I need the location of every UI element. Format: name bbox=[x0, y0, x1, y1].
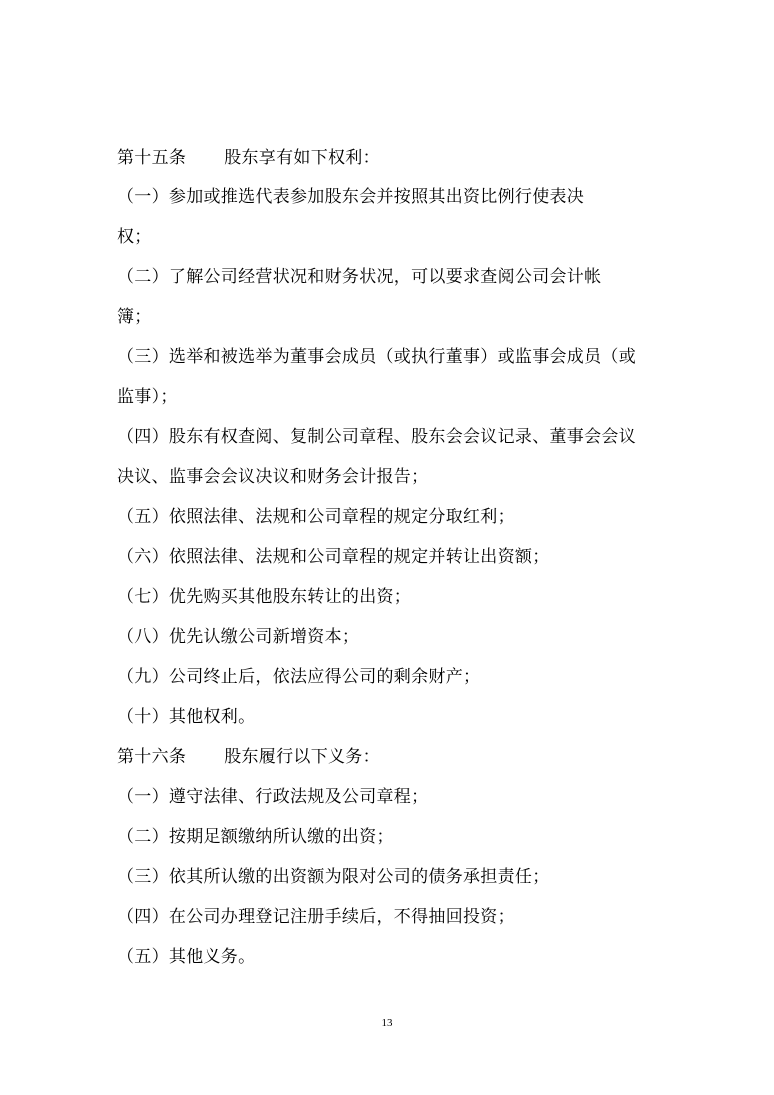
article-15-item: 决议、监事会会议决议和财务会计报告； bbox=[117, 467, 429, 487]
article-15-title: 股东享有如下权利： bbox=[224, 148, 380, 168]
article-16-item: （二）按期足额缴纳所认缴的出资； bbox=[117, 827, 394, 847]
article-16-title: 股东履行以下义务： bbox=[224, 747, 380, 767]
article-15-number: 第十五条 bbox=[117, 148, 187, 168]
page-number: 13 bbox=[381, 1017, 393, 1029]
article-15-item: （一）参加或推选代表参加股东会并按照其出资比例行使表决 bbox=[117, 187, 585, 207]
article-15-item: （七）优先购买其他股东转让的出资； bbox=[117, 587, 412, 607]
article-15-item: （二）了解公司经营状况和财务状况，可以要求查阅公司会计帐 bbox=[117, 267, 602, 287]
article-15-item: （八）优先认缴公司新增资本； bbox=[117, 627, 360, 647]
article-15-item: （四）股东有权查阅、复制公司章程、股东会会议记录、董事会会议 bbox=[117, 427, 636, 447]
article-15-item: 簿； bbox=[117, 307, 152, 327]
article-15-item: （九）公司终止后，依法应得公司的剩余财产； bbox=[117, 667, 481, 687]
article-16-number: 第十六条 bbox=[117, 747, 187, 767]
article-16-item: （三）依其所认缴的出资额为限对公司的债务承担责任； bbox=[117, 867, 550, 887]
article-15-heading bbox=[117, 148, 380, 168]
article-15-item: （五）依照法律、法规和公司章程的规定分取红利； bbox=[117, 507, 515, 527]
article-16-item: （四）在公司办理登记注册手续后，不得抽回投资； bbox=[117, 907, 515, 927]
article-15-item: （十）其他权利。 bbox=[117, 707, 256, 727]
article-16-item: （五）其他义务。 bbox=[117, 947, 256, 967]
article-15-item: 权； bbox=[117, 227, 152, 247]
article-16-heading bbox=[117, 747, 380, 767]
article-15-item: （三）选举和被选举为董事会成员（或执行董事）或监事会成员（或 bbox=[117, 347, 636, 367]
article-15-item: （六）依照法律、法规和公司章程的规定并转让出资额； bbox=[117, 547, 550, 567]
article-15-item: 监事）； bbox=[117, 387, 178, 407]
article-16-item: （一）遵守法律、行政法规及公司章程； bbox=[117, 787, 429, 807]
